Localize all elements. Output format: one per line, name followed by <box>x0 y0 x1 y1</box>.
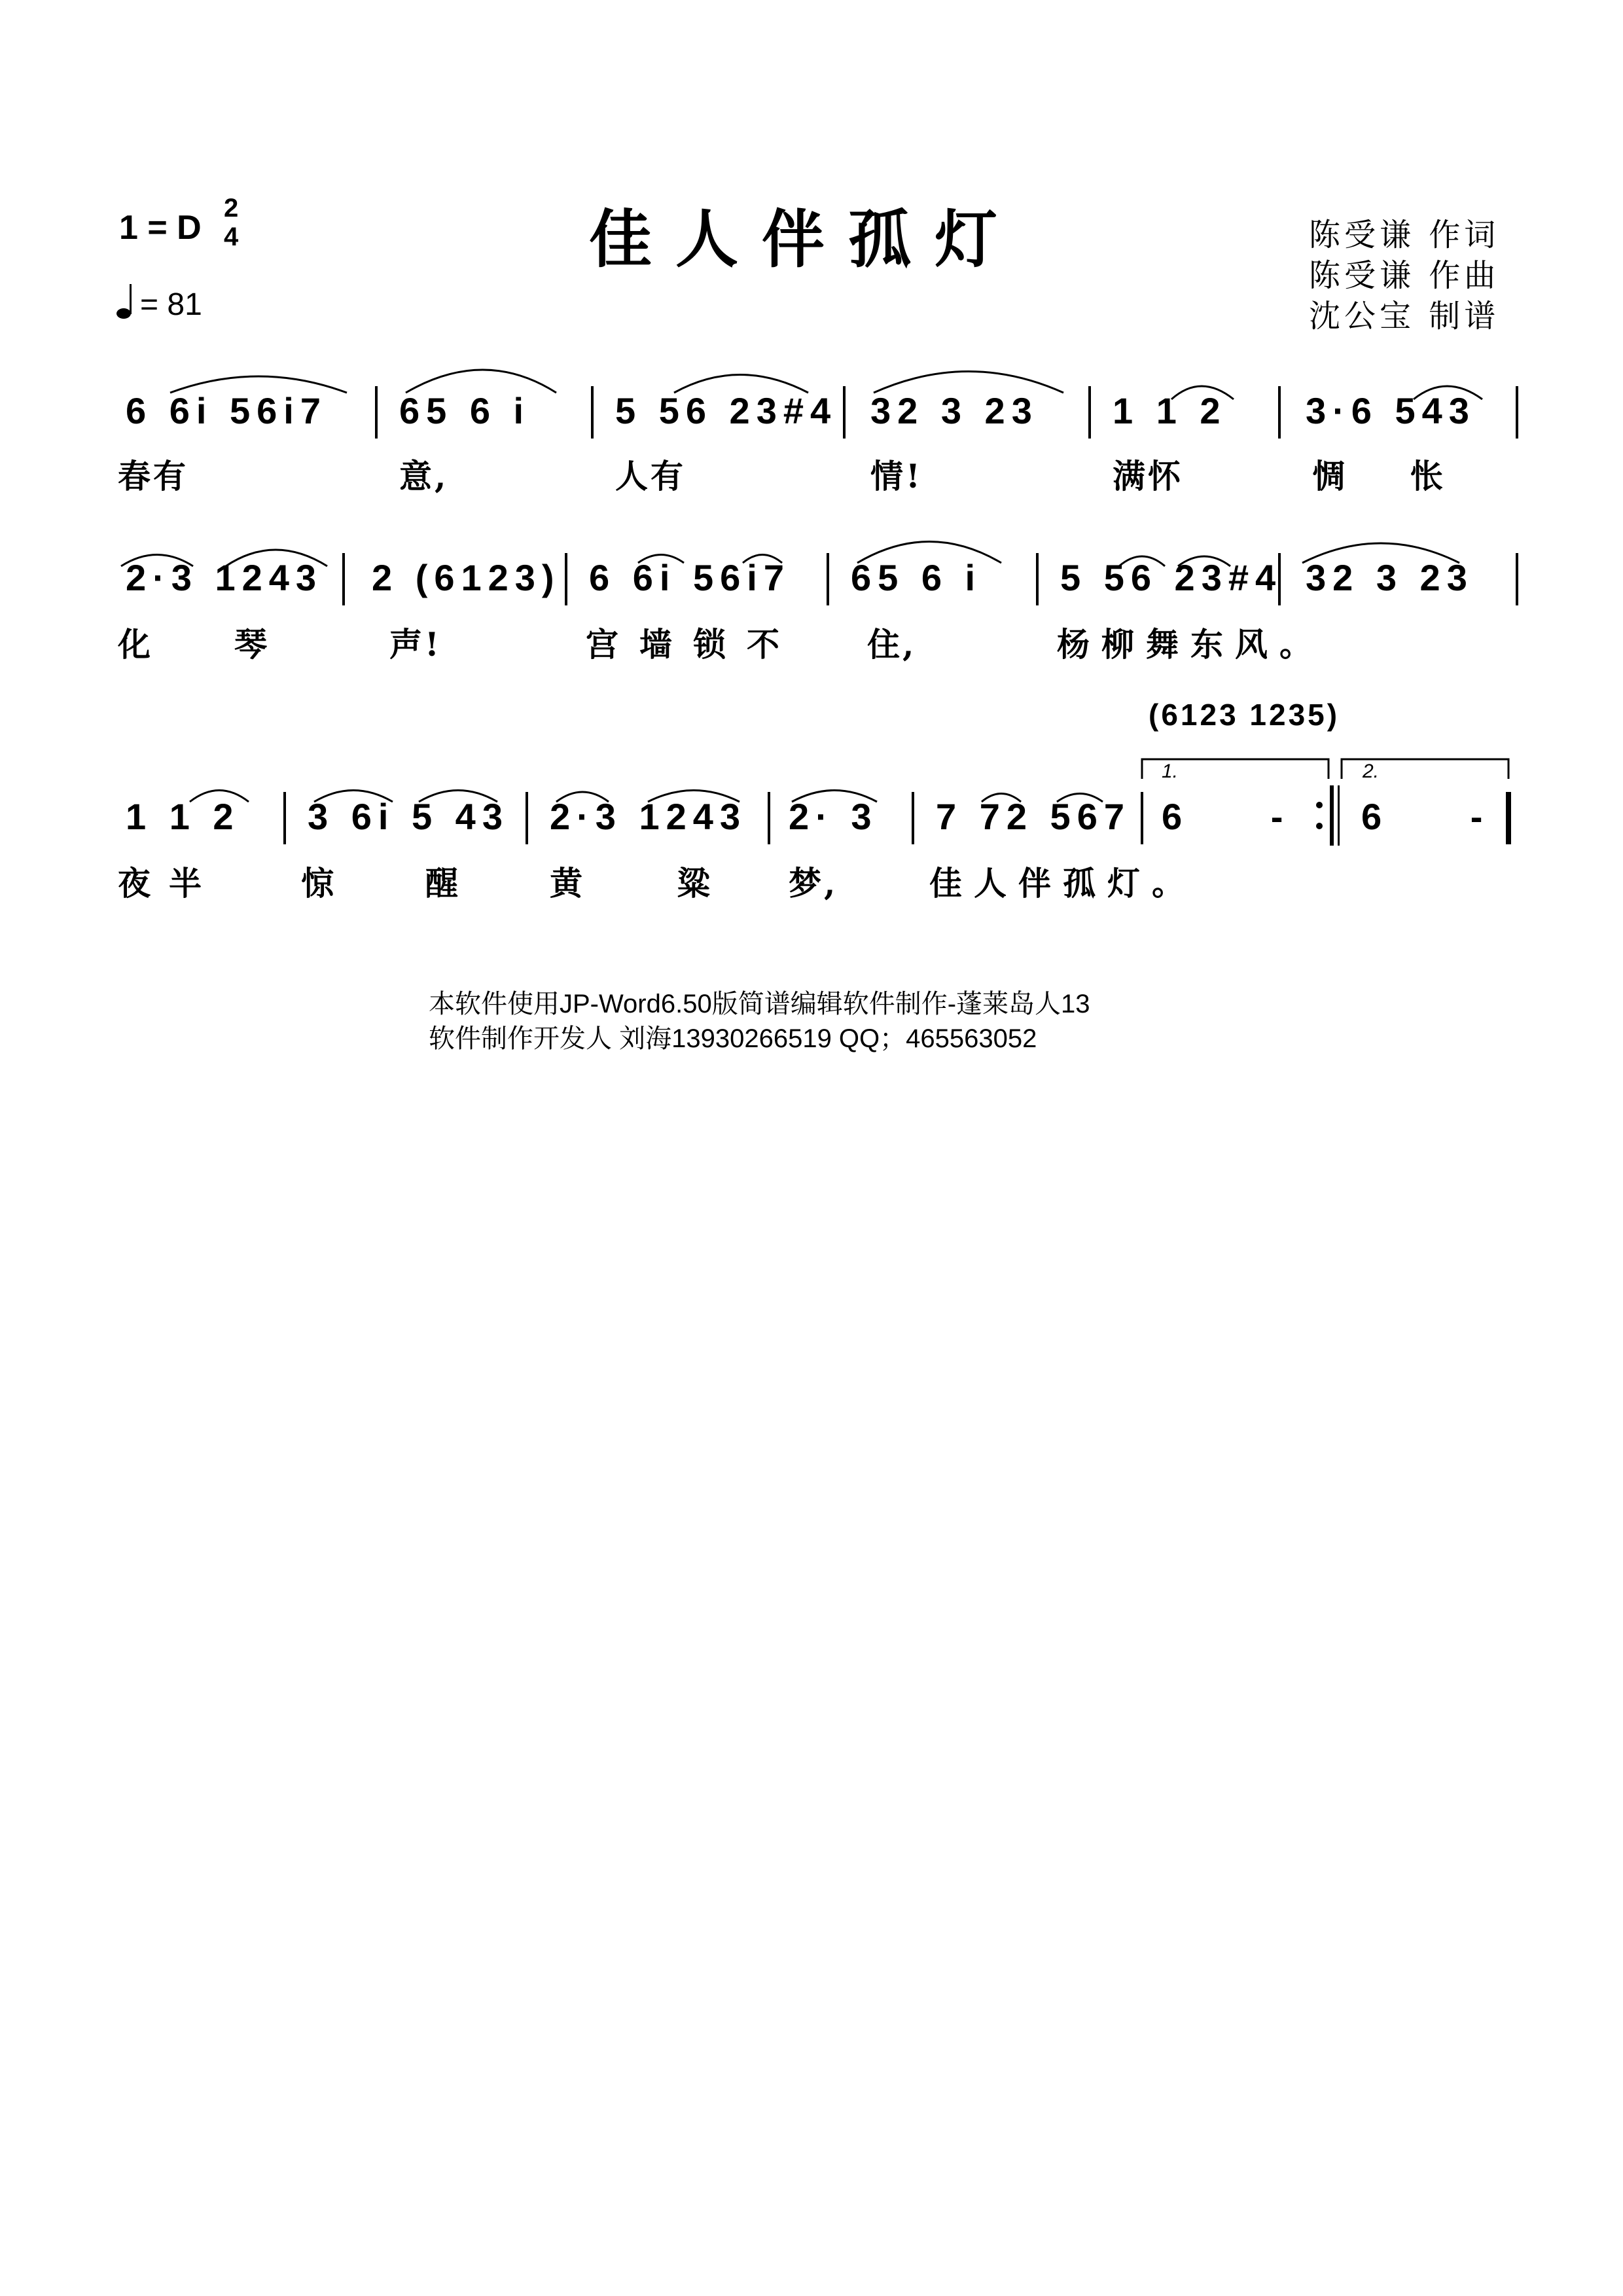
row2-measure-5: 5 56 23#4 <box>1060 557 1283 598</box>
footer-line-1: 本软件使用JP-Word6.50版简谱编辑软件制作-蓬莱岛人13 <box>429 990 1090 1018</box>
row2-lyric-2: 琴 <box>234 625 270 664</box>
row1-measure-6: 3·6 543 <box>1306 390 1476 431</box>
row2-measure-1: 2·3 1243 <box>126 557 323 598</box>
time-signature-top: 2 <box>224 194 239 223</box>
row1-lyric-4: 情! <box>870 457 923 495</box>
row1-measure-3: 5 56 23#4 <box>615 390 838 431</box>
row2-measure-2: 2 (6123) <box>372 557 561 598</box>
row2-lyric-4: 宫墙锁不 <box>586 625 800 664</box>
key-signature: 1 = D <box>119 209 202 247</box>
row3-measure-2: 3 6i 5 43 <box>308 796 509 837</box>
row2-measure-3: 6 6i 56i7 <box>589 557 791 598</box>
row3-measure-6: 6 - <box>1162 796 1323 837</box>
row1-measure-1: 6 6i 56i7 <box>126 390 327 431</box>
row3-measure-3: 2·3 1243 <box>550 796 747 837</box>
row3-lyric-4: 黄 <box>550 864 585 903</box>
row3-measure-4: 2· 3 <box>789 796 878 837</box>
row1-measure-5: 1 1 2 <box>1113 390 1227 431</box>
arranger-credit: 沈公宝 制谱 <box>1309 298 1500 334</box>
footer-line-2: 软件制作开发人 刘海13930266519 QQ；465563052 <box>429 1024 1037 1053</box>
interlude-phrase: (6123 1235) <box>1149 698 1340 732</box>
row3-lyric-6: 梦, <box>789 864 838 903</box>
row1-lyric-2: 意, <box>399 457 449 495</box>
lyricist-credit: 陈受谦 作词 <box>1309 217 1500 253</box>
row3-measure-1: 1 1 2 <box>126 796 240 837</box>
row3-measure-5: 7 72 567 <box>936 796 1131 837</box>
row2-lyric-6: 杨柳舞东风。 <box>1057 625 1324 664</box>
row1-lyric-5: 满怀 <box>1113 457 1183 495</box>
row3-measure-7: 6 - <box>1361 796 1522 837</box>
first-ending-label: 1. <box>1162 761 1179 782</box>
row3-lyric-5: 粱 <box>677 864 713 903</box>
row2-measure-6: 32 3 23 <box>1306 557 1474 598</box>
row2-measure-4: 65 6 i <box>851 557 982 598</box>
tempo-marking: = 81 <box>140 287 202 322</box>
row1-lyric-7: 怅 <box>1410 457 1446 495</box>
second-ending-label: 2. <box>1363 761 1380 782</box>
row1-lyric-1: 春有 <box>118 457 188 495</box>
row2-lyric-1: 化 <box>118 625 153 664</box>
song-title: 佳人伴孤灯 <box>589 202 1021 276</box>
row3-lyric-1: 夜半 <box>118 864 220 903</box>
time-signature-bottom: 4 <box>224 223 239 251</box>
row2-lyric-3: 声! <box>389 625 442 664</box>
row1-lyric-3: 人有 <box>615 457 686 495</box>
row1-measure-2: 65 6 i <box>399 390 531 431</box>
row2-lyric-5: 住, <box>867 625 917 664</box>
row3-lyric-7: 佳人伴孤灯。 <box>929 864 1196 903</box>
row3-lyric-3: 醒 <box>425 864 461 903</box>
composer-credit: 陈受谦 作曲 <box>1309 257 1500 294</box>
row1-measure-4: 32 3 23 <box>870 390 1039 431</box>
row3-lyric-2: 惊 <box>301 864 336 903</box>
row1-lyric-6: 惆 <box>1312 457 1347 495</box>
